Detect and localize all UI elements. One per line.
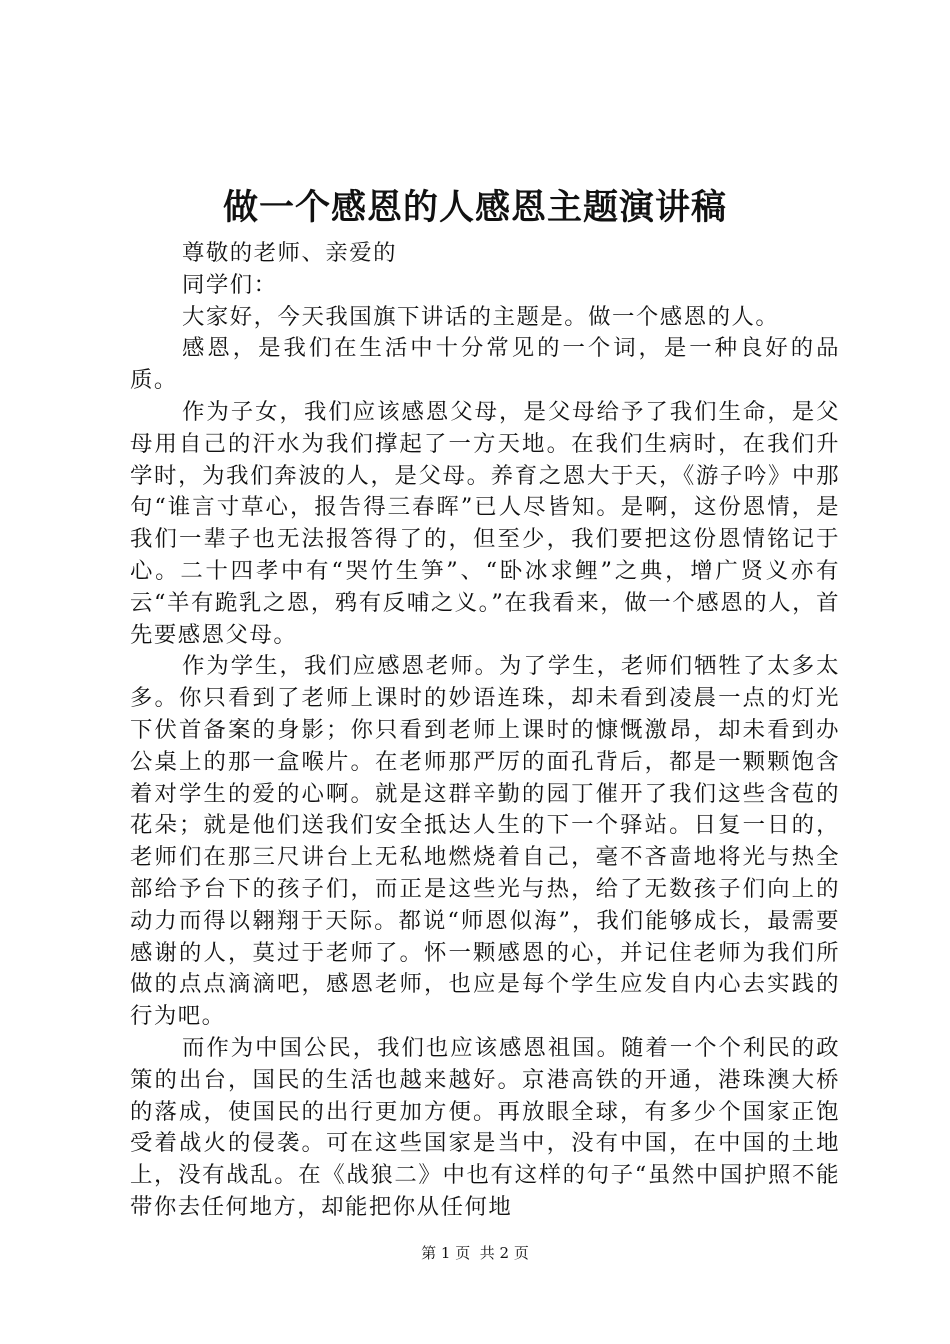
paragraph: 作为学生，我们应感恩老师。为了学生，老师们牺牲了太多太多。你只看到了老师上课时的妙语连珠，却未看到凌晨一点的灯光下伏首备案的身影；你只看到老师上课时的慷慨激昂，却未看到办公桌上的那一盒喉片。在老师那严厉的面孔背后，都是一颗颗饱含着对学生的爱的心啊。就是这群辛勤的园丁催开了我们这些含苞的花朵；就是他们送我们安全抵达人生的下一个驿站。日复一日的，老师们在那三尺讲台上无私地燃烧着自己，毫不吝啬地将光与热全部给予台下的孩子们，而正是这些光与热，给了无数孩子们向上的动力而得以翱翔于天际。都说“师恩似海”，我们能够成长，最需要感谢的人，莫过于老师了。怀一颗感恩的心，并记住老师为我们所做的点点滴滴吧，感恩老师，也应是每个学生应发自内心去实践的行为吧。 [130, 653, 840, 1030]
paragraph: 作为子女，我们应该感恩父母，是父母给予了我们生命，是父母用自己的汗水为我们撑起了一方天地。在我们生病时，在我们升学时，为我们奔波的人，是父母。养育之恩大于天，《游子吟》中那句“谁言寸草心，报告得三春晖”已人尽皆知。是啊，这份恩情，是我们一辈子也无法报答得了的，但至少，我们要把这份恩情铭记于心。二十四孝中有“哭竹生笋”、“卧冰求鲤”之典，增广贤义亦有云“羊有跪乳之恩，鸦有反哺之义。”在我看来，做一个感恩的人，首先要感恩父母。 [130, 398, 840, 648]
page-number: 第 1 页 [421, 1244, 471, 1262]
page-footer [0, 1242, 950, 1264]
page-total: 共 2 页 [479, 1244, 529, 1262]
greeting-line: 同学们： [182, 271, 278, 298]
document-title: 做一个感恩的人感恩主题演讲稿 [222, 187, 727, 228]
document-body [130, 238, 840, 1224]
paragraph: 而作为中国公民，我们也应该感恩祖国。随着一个个利民的政策的出台，国民的生活也越来越好。京港高铁的开通，港珠澳大桥的落成，使国民的出行更加方便。再放眼全球，有多少个国家正饱受着战火的侵袭。可在这些国家是当中，没有中国，在中国的土地上，没有战乱。在《战狼二》中也有这样的句子“虽然中国护照不能带你去任何地方，却能把你从任何地 [130, 1034, 840, 1220]
paragraph: 大家好，今天我国旗下讲话的主题是。做一个感恩的人。 [182, 303, 780, 330]
paragraph: 感恩，是我们在生活中十分常见的一个词，是一种良好的品质。 [130, 335, 840, 394]
greeting-line: 尊敬的老师、亲爱的 [182, 240, 398, 266]
